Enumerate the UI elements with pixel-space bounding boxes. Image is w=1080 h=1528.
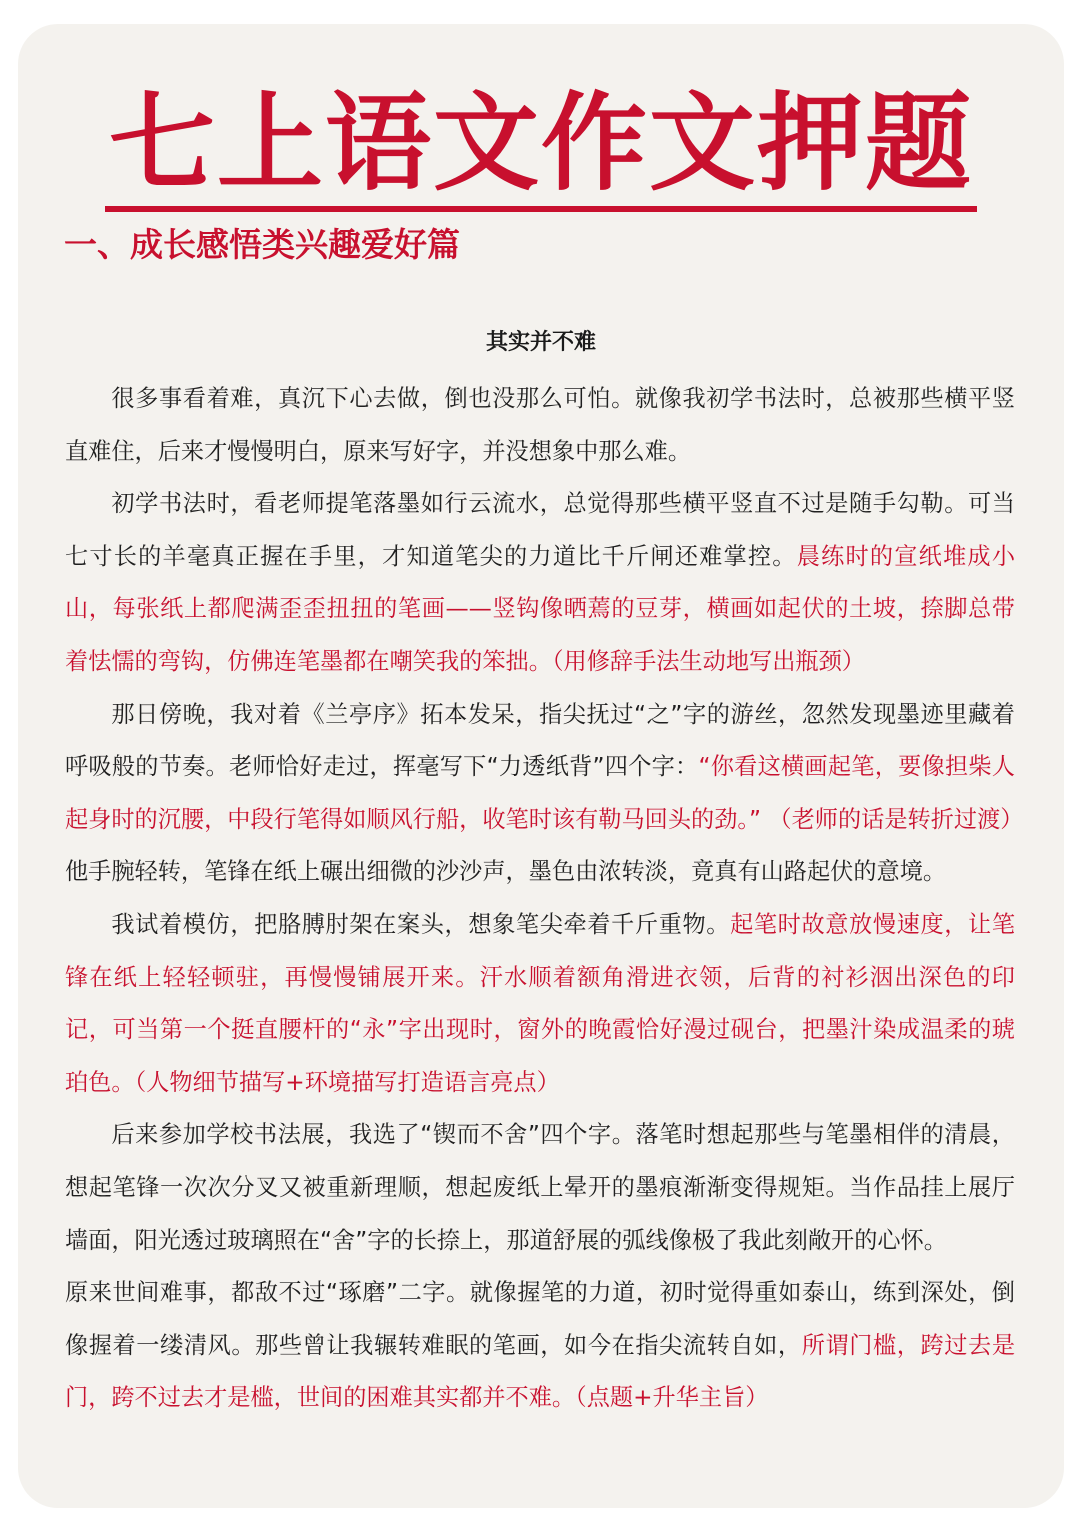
text-segment: 后来参加学校书法展，我选了“锲而不舍”四个字。落笔时想起那些与笔墨相伴的清晨，想起笔锋一次次分叉又被重新理顺，想起废纸上晕开的墨痕渐渐变得规矩。当作品挂上展厅墙面，阳光透过玻璃照在“舍”字的长捺上，那道舒展的弧线像极了我此刻敞开的心怀。 [65,1121,1015,1254]
paragraph [65,1267,1015,1425]
document-title-text: 七上语文作文押题 [105,84,977,212]
paragraph [65,1109,1015,1267]
text-segment: 那日傍晚，我对着《兰亭序》拓本发呆，指尖抚过“之”字的游丝，忽然发现墨迹里藏着呼吸般的节奏。老师恰好走过，挥毫写下“力透纸背”四个字： [65,700,1015,781]
highlight-segment: “你看这横画起笔，要像担柴人起身时的沉腰，中段行笔得如顺风行船，收笔时该有勒马回头的劲。” （老师的话是转折过渡） [65,753,1024,833]
paragraph [65,899,1015,1109]
paragraph [65,689,1024,899]
paragraph [65,478,1015,688]
text-segment: 很多事看着难，真沉下心去做，倒也没那么可怕。就像我初学书法时，总被那些横平竖直难住，后来才慢慢明白，原来写好字，并没想象中那么难。 [65,385,1015,465]
essay-title: 其实并不难 [485,330,596,355]
text-segment: 初学书法时，看老师提笔落墨如行云流水，总觉得那些横平竖直不过是随手勾勒。可当七寸长的羊毫真正握在手里，才知道笔尖的力道比千斤闸还难掌控。 [65,490,1015,570]
text-segment: 我试着模仿，把胳膊肘架在案头，想象笔尖牵着千斤重物。 [111,910,731,938]
paragraph [65,373,1015,478]
section-heading: 一、成长感悟类兴趣爱好篇 [64,225,460,264]
text-segment: 原来世间难事，都敌不过“琢磨”二字。就像握笔的力道，初时觉得重如泰山，练到深处，倒像握着一缕清风。那些曾让我辗转难眠的笔画，如今在指尖流转自如， [65,1279,1015,1359]
text-segment: 他手腕轻转，笔锋在纸上碾出细微的沙沙声，墨色由浓转淡，竟真有山路起伏的意境。 [65,858,947,886]
highlight-segment: 起笔时故意放慢速度，让笔锋在纸上轻轻顿驻，再慢慢铺展开来。汗水顺着额角滑进衣领，后背的衬衫洇出深色的印记，可当第一个挺直腰杆的“永”字出现时，窗外的晚霞恰好漫过砚台，把墨汁染成温柔的琥珀色。（人物细节描写+环境描写打造语言亮点） [65,910,1016,1096]
essay-body [65,373,1024,1425]
document-page [18,24,1064,1508]
highlight-segment: 晨练时的宣纸堆成小山，每张纸上都爬满歪歪扭扭的笔画——竖钩像晒蔫的豆芽，横画如起伏的土坡，捺脚总带着怯懦的弯钩，仿佛连笔墨都在嘲笑我的笨拙。（用修辞手法生动地写出瓶颈） [65,542,1016,675]
highlight-segment: 所谓门槛，跨过去是门，跨不过去才是槛，世间的困难其实都并不难。（点题+升华主旨） [65,1331,1016,1412]
document-title [18,84,1064,212]
